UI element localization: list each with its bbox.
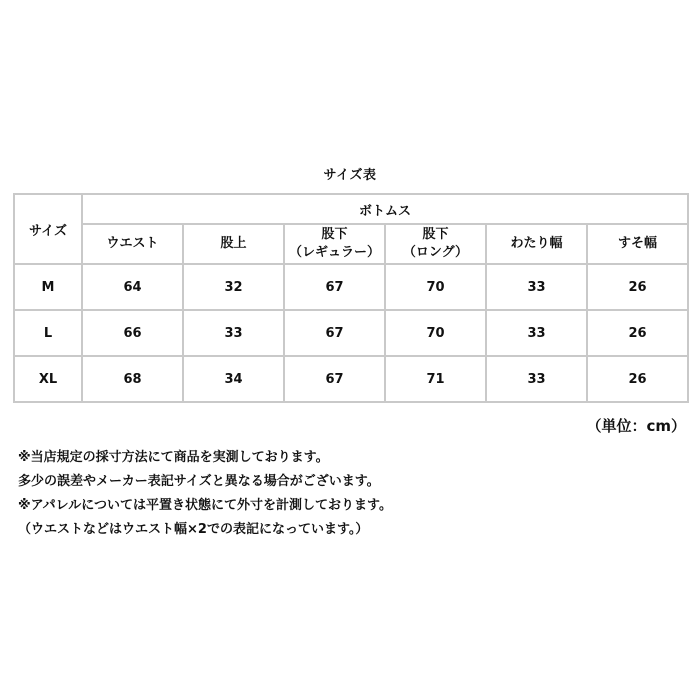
column-header-label: ウエスト [106,236,159,251]
note-line: （ウエストなどはウエスト幅×2での表記になっています。） [18,522,369,537]
column-header-sublabel: （ロング） [402,245,469,260]
column-header-label: わたり幅 [510,236,563,251]
column-header-rise [183,224,284,264]
table-row [14,264,688,310]
table-cell: 67 [284,356,385,402]
table-row [14,310,688,356]
table-cell: 68 [82,356,183,402]
notes [18,446,392,542]
note-line: 多少の誤差やメーカー表記サイズと異なる場合がございます。 [18,474,380,489]
column-header-label: すそ幅 [618,236,658,251]
table-cell: 33 [486,356,587,402]
table-cell: 33 [486,310,587,356]
column-header-waist [82,224,183,264]
table-cell: 26 [587,310,688,356]
column-header-row [14,224,688,264]
size-label: XL [14,356,82,402]
table-cell: 26 [587,264,688,310]
table-cell: 26 [587,356,688,402]
size-column-header: サイズ [14,194,82,264]
table-cell: 70 [385,310,486,356]
table-cell: 33 [486,264,587,310]
table-cell: 33 [183,310,284,356]
size-label: L [14,310,82,356]
bottoms-group-header: ボトムス [82,194,688,224]
column-header-inseam-long [385,224,486,264]
page-title: サイズ表 [323,168,377,183]
unit-note: （単位：cm） [586,417,686,435]
column-header-label: 股上 [220,236,247,251]
note-line: ※アパレルについては平置き状態にて外寸を計測しております。 [18,498,392,513]
column-header-thigh-width [486,224,587,264]
column-header-label: 股下 [321,227,348,242]
table-cell: 70 [385,264,486,310]
table-cell: 71 [385,356,486,402]
table-cell: 32 [183,264,284,310]
table-header-row [14,194,688,224]
size-table [13,193,689,403]
table-row [14,356,688,402]
column-header-inseam-regular [284,224,385,264]
column-header-hem-width [587,224,688,264]
table-cell: 67 [284,264,385,310]
table-cell: 34 [183,356,284,402]
column-header-label: 股下 [422,227,449,242]
table-cell: 64 [82,264,183,310]
table-cell: 66 [82,310,183,356]
table-cell: 67 [284,310,385,356]
note-line: ※当店規定の採寸方法にて商品を実測しております。 [18,450,329,465]
column-header-sublabel: （レギュラー） [288,245,380,260]
size-label: M [14,264,82,310]
